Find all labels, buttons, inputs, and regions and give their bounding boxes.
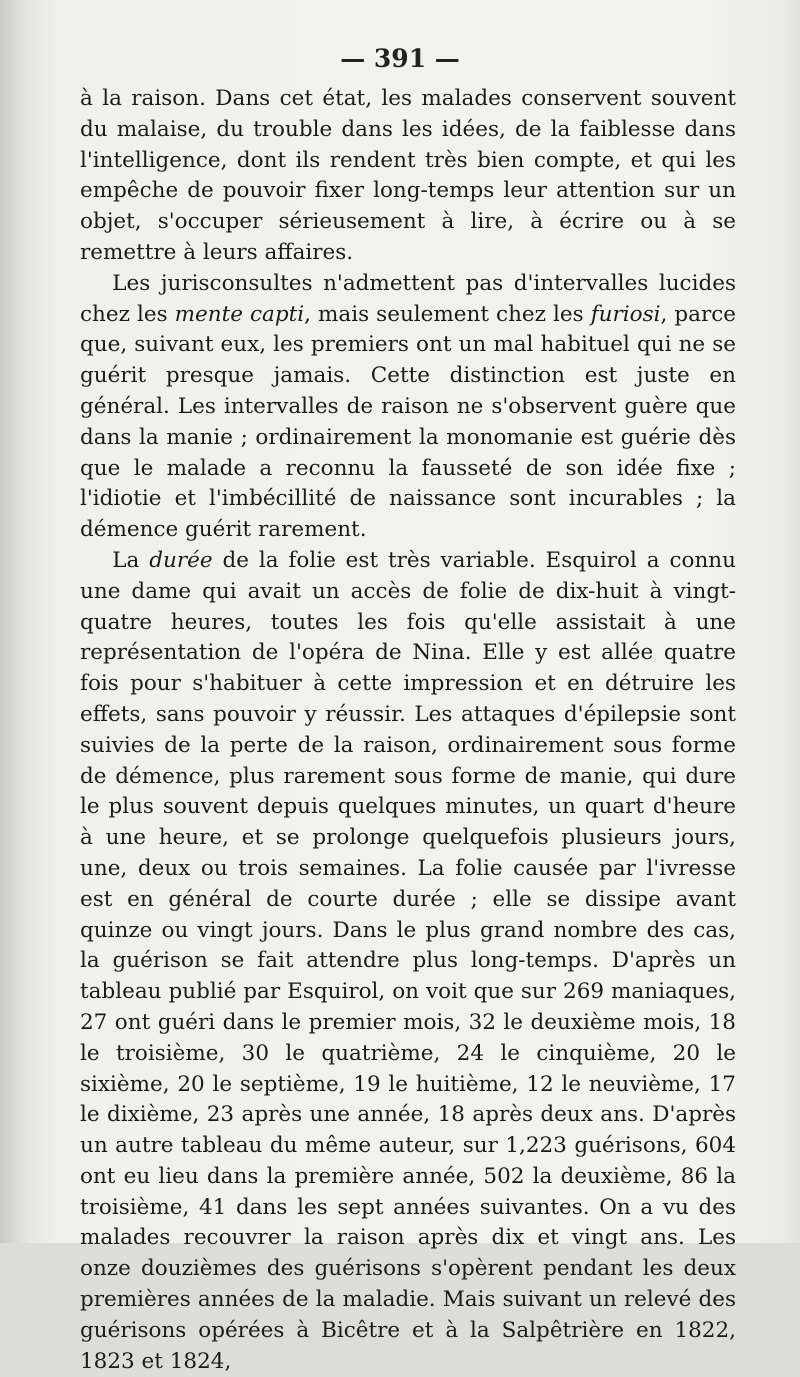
- italic-term: mente capti: [174, 301, 305, 327]
- text-run: , parce que, suivant eux, les premiers ont un mal habituel qui ne se guérit presque jamais. Cette distinction est juste en général. Les intervalles de raison ne s'observent guère que dans la manie ; ordinairement la monomanie est guérie dès que le malade a reconnu la fausseté de son idée fixe ; l'idiotie et l'imbécillité de naissance sont incurables ; la démence guérit rarement.: [80, 301, 736, 543]
- paragraph-p2: [80, 269, 736, 546]
- text-run: La: [112, 547, 150, 573]
- italic-term: furiosi: [590, 301, 661, 327]
- paragraph-p3: [80, 546, 736, 1377]
- paragraph-p1: [80, 84, 736, 269]
- text-run: Les jurisconsultes n'admettent pas d'intervalles lucides chez les: [80, 270, 736, 327]
- italic-term: durée: [149, 547, 213, 573]
- text-run: de la folie est très variable. Esquirol a connu une dame qui avait un accès de folie de dix-huit à vingt-quatre heures, toutes les fois qu'elle assistait à une représentation de l'opéra de Nina. Elle y est allée quatre fois pour s'habituer à cette impression et en détruire les effets, sans pouvoir y réussir. Les attaques d'épilepsie sont suivies de la perte de la raison, ordinairement sous forme de démence, plus rarement sous forme de manie, qui dure le plus souvent depuis quelques minutes, un quart d'heure à une heure, et se prolonge quelquefois plusieurs jours, une, deux ou trois semaines. La folie causée par l'ivresse est en général de courte durée ; elle se dissipe avant quinze ou vingt jours. Dans le plus grand nombre des cas, la guérison se fait attendre plus long-temps. D'après un tableau publié par Esquirol, on voit que sur 269 maniaques, 27 ont guéri dans le premier mois, 32 le deuxième mois, 18 le troisième, 30 le quatrième, 24 le cinquième, 20 le sixième, 20 le septième, 19 le huitième, 12 le neuvième, 17 le dixième, 23 après une année, 18 après deux ans. D'après un autre tableau du même auteur, sur 1,223 guérisons, 604 ont eu lieu dans la première année, 502 la deuxième, 86 la troisième, 41 dans les sept années suivantes. On a vu des malades recouvrer la raison après dix et vingt ans. Les onze douzièmes des guérisons s'opèrent pendant les deux premières années de la maladie. Mais suivant un relevé des guérisons opérées à Bicêtre et à la Salpêtrière en 1822, 1823 et 1824,: [80, 547, 736, 1374]
- text-run: à la raison. Dans cet état, les malades conservent souvent du malaise, du trouble dans les idées, de la faiblesse dans l'intelligence, dont ils rendent très bien compte, et qui les empêche de pouvoir fixer long-temps leur attention sur un objet, s'occuper sérieusement à lire, à écrire ou à se remettre à leurs affaires.: [80, 86, 736, 265]
- page-number: — 391 —: [340, 44, 460, 73]
- body-text: [80, 84, 736, 1377]
- text-run: , mais seulement chez les: [304, 301, 591, 327]
